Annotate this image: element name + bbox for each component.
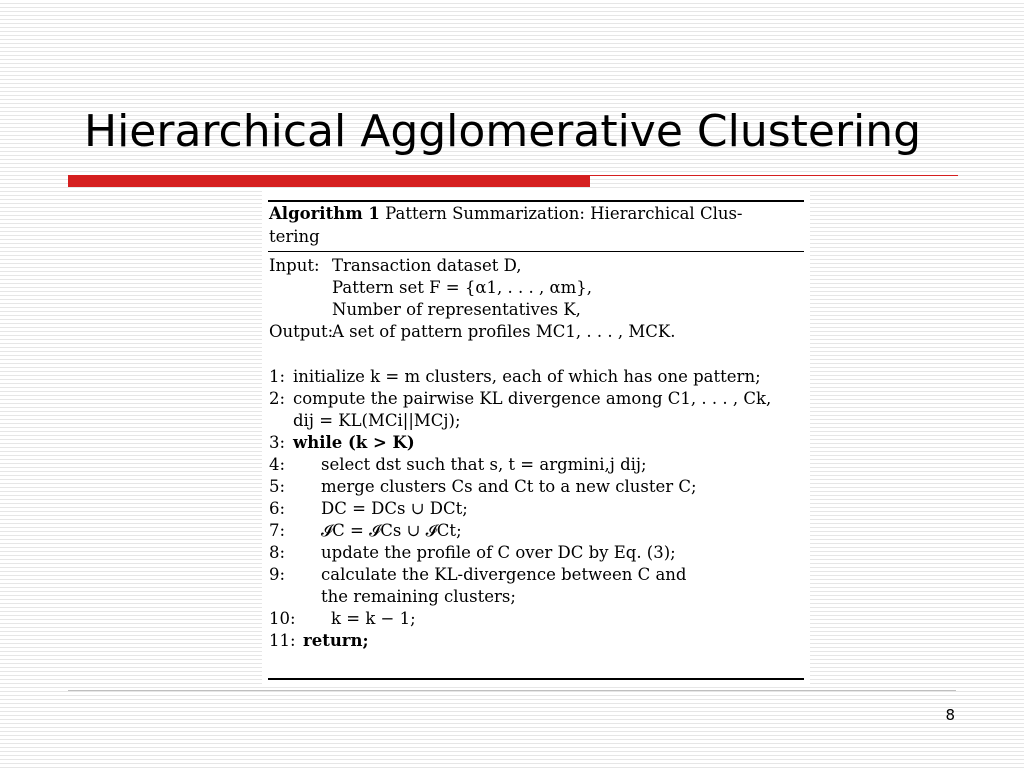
step-line — [269, 521, 462, 541]
step-text: compute the pairwise KL divergence among C1, . . . , Ck, — [293, 389, 772, 408]
algorithm-label: Algorithm 1 — [269, 204, 380, 223]
step-text: calculate the KL-divergence between C and — [321, 565, 687, 584]
step-line — [269, 499, 468, 519]
step-text: merge clusters Cs and Ct to a new cluster C; — [321, 477, 697, 496]
step-number: 8: — [269, 543, 286, 562]
algorithm-caption-line-1 — [269, 204, 743, 224]
output-line — [269, 322, 676, 342]
algorithm-figure — [262, 190, 810, 685]
output-pattern-profiles: A set of pattern profiles MC1, . . . , MCK. — [332, 322, 676, 341]
title-underline-thin — [590, 175, 958, 176]
step-number: 11: — [269, 631, 296, 650]
step-text: initialize k = m clusters, each of which has one pattern; — [293, 367, 761, 386]
output-label: Output: — [269, 322, 334, 341]
input-line-1 — [269, 256, 522, 276]
step-number: 6: — [269, 499, 286, 518]
step-line — [321, 587, 516, 607]
footer-rule — [68, 690, 956, 691]
algorithm-caption-line-2: tering — [269, 227, 320, 246]
input-pattern-set: Pattern set F = {α1, . . . , αm}, — [332, 278, 592, 297]
step-text: while (k > K) — [293, 433, 415, 452]
step-number: 10: — [269, 609, 296, 628]
input-transaction-dataset: Transaction dataset D, — [332, 256, 522, 275]
algorithm-top-rule — [268, 200, 804, 202]
step-number: 9: — [269, 565, 286, 584]
step-text: k = k − 1; — [331, 609, 416, 628]
step-text: the remaining clusters; — [321, 587, 516, 606]
step-line — [269, 477, 697, 497]
title-underline-accent — [68, 175, 590, 187]
algorithm-bottom-rule — [268, 678, 804, 680]
algorithm-caption-text: Pattern Summarization: Hierarchical Clus- — [385, 204, 743, 223]
input-label: Input: — [269, 256, 320, 275]
step-text: dij = KL(MCi||MCj); — [293, 411, 461, 430]
step-text: return; — [303, 631, 369, 650]
step-number: 5: — [269, 477, 286, 496]
step-number: 4: — [269, 455, 286, 474]
step-line — [269, 389, 772, 409]
step-number: 1: — [269, 367, 286, 386]
input-number-representatives: Number of representatives K, — [332, 300, 581, 319]
step-line — [269, 543, 676, 563]
step-number: 7: — [269, 521, 286, 540]
step-text: select dst such that s, t = argmini,j dij; — [321, 455, 647, 474]
slide-title: Hierarchical Agglomerative Clustering — [84, 106, 922, 157]
step-line — [269, 455, 647, 475]
step-number: 3: — [269, 433, 286, 452]
step-line — [269, 609, 416, 629]
step-number: 2: — [269, 389, 286, 408]
step-text: 𝓘C = 𝓘Cs ∪ 𝓘Ct; — [321, 521, 462, 540]
step-text: DC = DCs ∪ DCt; — [321, 499, 468, 518]
page-number: 8 — [945, 706, 955, 724]
step-text: update the profile of C over DC by Eq. (3); — [321, 543, 676, 562]
step-line — [269, 433, 415, 453]
step-line — [269, 367, 761, 387]
step-line — [269, 565, 687, 585]
algorithm-caption-rule — [268, 251, 804, 252]
step-line — [269, 631, 369, 651]
step-line — [293, 411, 461, 431]
